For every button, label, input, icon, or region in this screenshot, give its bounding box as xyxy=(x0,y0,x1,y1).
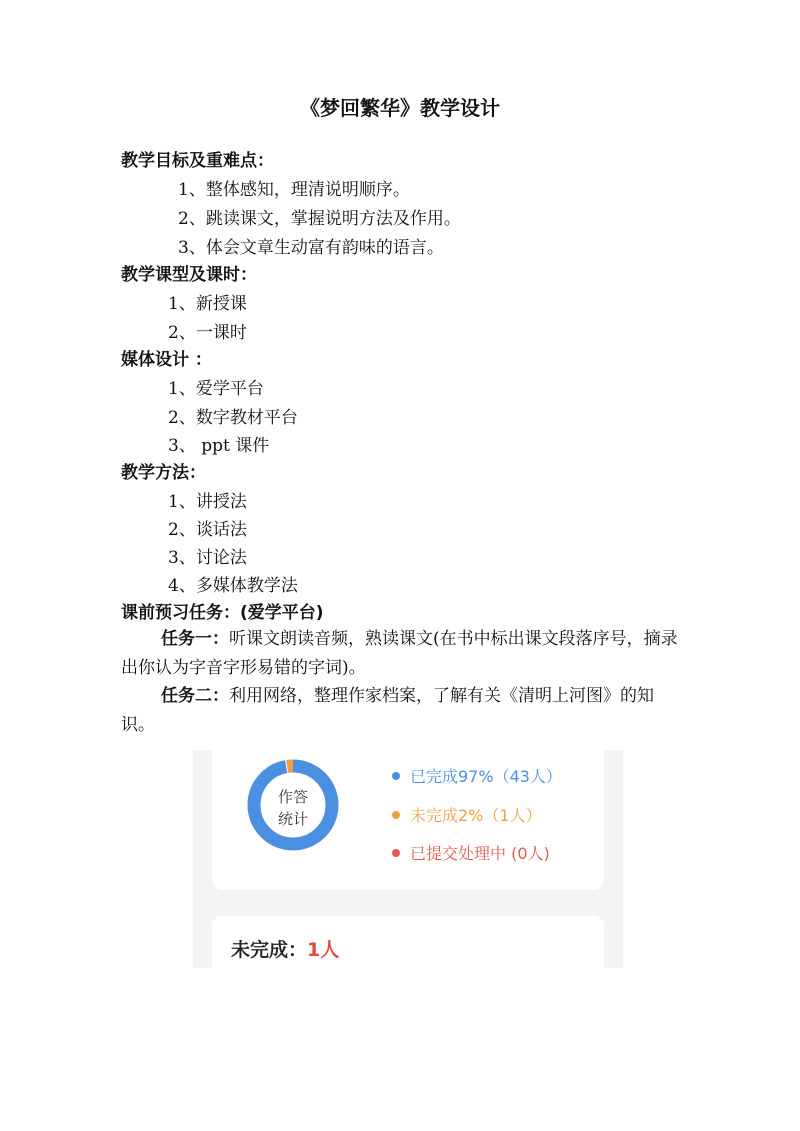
methods-item-1: 1、讲授法 xyxy=(168,492,247,512)
embedded-app-screenshot xyxy=(193,750,623,968)
task-one-text: 听课文朗读音频，熟读课文(在书中标出课文段落序号，摘录出你认为字音字形易错的字词)。 xyxy=(121,629,678,678)
methods-item-3: 3、讨论法 xyxy=(168,548,247,568)
goals-item-3: 3、体会文章生动富有韵味的语言。 xyxy=(178,238,444,258)
task-one-label: 任务一： xyxy=(161,629,229,649)
media-item-2: 2、数字教材平台 xyxy=(168,408,298,428)
media-item-1: 1、爱学平台 xyxy=(168,379,264,399)
task-two-text: 利用网络，整理作家档案，了解有关《清明上河图》的知识。 xyxy=(121,686,654,735)
unfinished-card xyxy=(212,916,604,968)
task-two xyxy=(121,682,687,740)
legend-incomplete xyxy=(392,803,542,826)
document-title: 《梦回繁华》教学设计 xyxy=(300,96,500,120)
goals-item-2: 2、跳读课文，掌握说明方法及作用。 xyxy=(178,209,461,229)
legend-completed-dot xyxy=(392,772,400,780)
legend-completed-label: 已完成97%（43人） xyxy=(410,767,562,786)
donut-center-line-1: 作答 xyxy=(277,788,309,806)
legend-processing-dot xyxy=(392,849,400,857)
lesson-type-item-1: 1、新授课 xyxy=(168,294,247,314)
methods-heading: 教学方法： xyxy=(121,463,206,483)
legend-processing-label: 已提交处理中 (0人) xyxy=(410,844,550,863)
answer-stats-card xyxy=(212,750,604,890)
preview-heading: 课前预习任务：(爱学平台) xyxy=(121,603,324,623)
lesson-type-heading: 教学课型及课时： xyxy=(121,265,257,285)
unfinished-count: 1人 xyxy=(307,939,340,961)
methods-item-2: 2、谈话法 xyxy=(168,520,247,540)
goals-item-1: 1、整体感知，理清说明顺序。 xyxy=(178,180,410,200)
unfinished-label: 未完成： xyxy=(231,939,308,961)
legend-completed xyxy=(392,764,562,787)
lesson-type-item-2: 2、一课时 xyxy=(168,323,247,343)
legend-incomplete-dot xyxy=(392,811,400,819)
donut-center-line-2: 统计 xyxy=(277,810,309,828)
task-two-label: 任务二： xyxy=(161,686,229,706)
task-one xyxy=(121,625,687,683)
goals-heading: 教学目标及重难点： xyxy=(121,151,274,171)
media-item-3: 3、 ppt 课件 xyxy=(168,436,270,456)
legend-incomplete-label: 未完成2%（1人） xyxy=(410,806,542,825)
media-heading: 媒体设计 ： xyxy=(121,350,212,370)
unfinished-summary xyxy=(231,935,339,962)
legend-processing xyxy=(392,841,550,864)
completion-donut-chart xyxy=(238,750,348,860)
methods-item-4: 4、多媒体教学法 xyxy=(168,576,298,596)
